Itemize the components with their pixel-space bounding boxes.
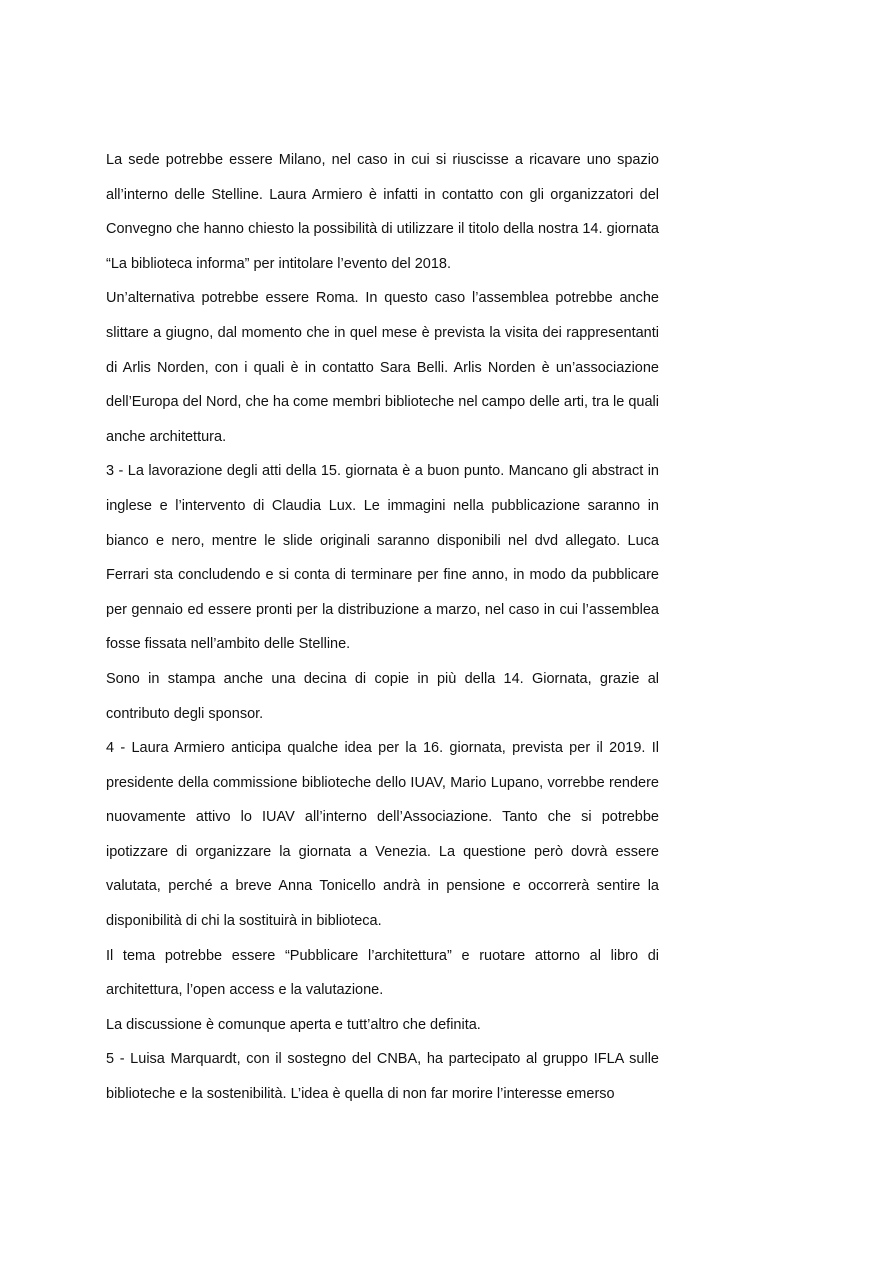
document-body bbox=[106, 143, 659, 1112]
paragraph-tema: Il tema potrebbe essere “Pubblicare l’architettura” e ruotare attorno al libro di architettura, l’open access e la valutazione. bbox=[106, 947, 659, 999]
paragraph-alternativa-roma: Un’alternativa potrebbe essere Roma. In questo caso l’assemblea potrebbe anche slittare a giugno, dal momento che in quel mese è prevista la visita dei rappresentanti di Arlis Norden, con i quali è in contatto Sara Belli. Arlis Norden è un’associazione dell’Europa del Nord, che ha come membri biblioteche nel campo delle arti, tra le quali anche architettura. bbox=[106, 290, 659, 445]
paragraph-copie-stampa: Sono in stampa anche una decina di copie in più della 14. Giornata, grazie al contributo degli sponsor. bbox=[106, 670, 659, 722]
paragraph-discussione: La discussione è comunque aperta e tutt’altro che definita. bbox=[106, 1016, 481, 1033]
paragraph-item-5-ifla: 5 - Luisa Marquardt, con il sostegno del CNBA, ha partecipato al gruppo IFLA sulle biblioteche e la sostenibilità. L’idea è quella di non far morire l’interesse emerso bbox=[106, 1051, 659, 1103]
paragraph-item-3-atti: 3 - La lavorazione degli atti della 15. giornata è a buon punto. Mancano gli abstract in inglese e l’intervento di Claudia Lux. Le immagini nella pubblicazione saranno in bianco e nero, mentre le slide originali saranno disponibili nel dvd allegato. Luca Ferrari sta concludendo e si conta di terminare per fine anno, in modo da pubblicare per gennaio ed essere pronti per la distribuzione a marzo, nel caso in cui l’assemblea fosse fissata nell’ambito delle Stelline. bbox=[106, 463, 659, 653]
paragraph-sede: La sede potrebbe essere Milano, nel caso in cui si riuscisse a ricavare uno spazio all’interno delle Stelline. Laura Armiero è infatti in contatto con gli organizzatori del Convegno che hanno chiesto la possibilità di utilizzare il titolo della nostra 14. giornata “La biblioteca informa” per intitolare l’evento del 2018. bbox=[106, 152, 659, 272]
paragraph-item-4-giornata: 4 - Laura Armiero anticipa qualche idea per la 16. giornata, prevista per il 2019. Il presidente della commissione biblioteche dello IUAV, Mario Lupano, vorrebbe rendere nuovamente attivo lo IUAV all’interno dell’Associazione. Tanto che si potrebbe ipotizzare di organizzare la giornata a Venezia. La questione però dovrà essere valutata, perché a breve Anna Tonicello andrà in pensione e occorrerà sentire la disponibilità di chi la sostituirà in biblioteca. bbox=[106, 740, 659, 930]
